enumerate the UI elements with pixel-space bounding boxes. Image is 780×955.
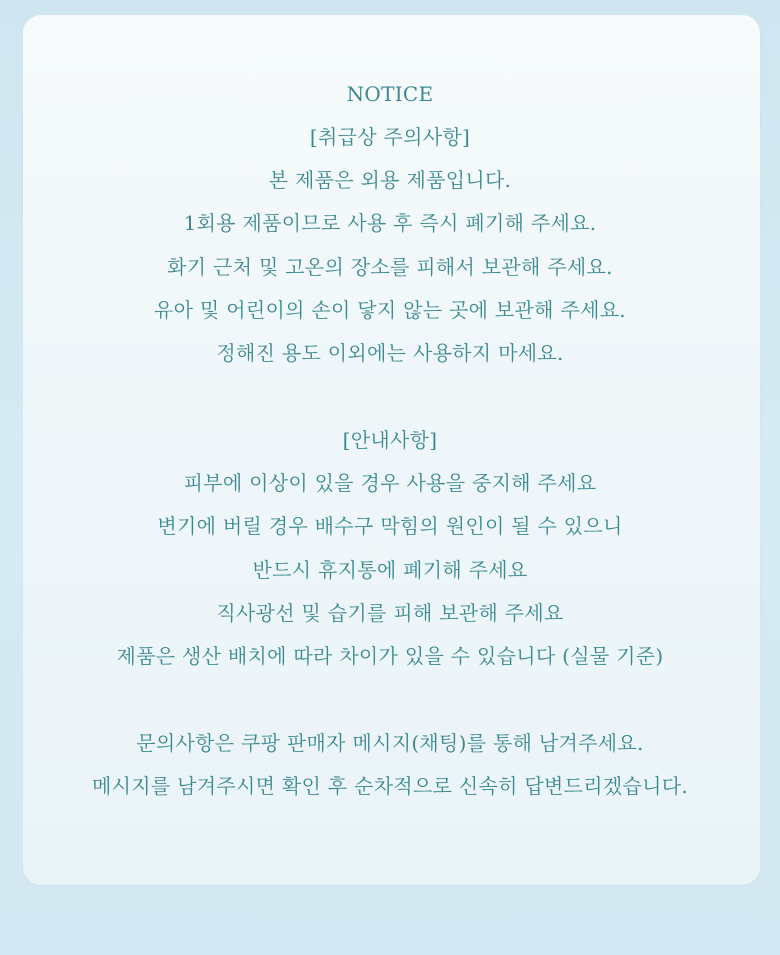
guide-header: [안내사항]	[342, 428, 438, 452]
handling-line: 정해진 용도 이외에는 사용하지 마세요.	[216, 341, 564, 365]
contact-line: 문의사항은 쿠팡 판매자 메시지(채팅)를 통해 남겨주세요.	[136, 731, 644, 755]
guide-line: 직사광선 및 습기를 피해 보관해 주세요	[216, 601, 564, 625]
handling-line: 본 제품은 외용 제품입니다.	[268, 168, 512, 192]
guide-line: 반드시 휴지통에 폐기해 주세요	[252, 558, 528, 582]
guide-line: 변기에 버릴 경우 배수구 막힘의 원인이 될 수 있으니	[157, 514, 623, 538]
notice-title: NOTICE	[346, 82, 434, 106]
guide-line: 제품은 생산 배치에 따라 차이가 있을 수 있습니다 (실물 기준)	[116, 644, 664, 668]
handling-line: 1회용 제품이므로 사용 후 즉시 폐기해 주세요.	[183, 211, 597, 235]
guide-line: 피부에 이상이 있을 경우 사용을 중지해 주세요	[183, 471, 597, 495]
handling-header: [취급상 주의사항]	[309, 125, 471, 149]
contact-line: 메시지를 남겨주시면 확인 후 순차적으로 신속히 답변드리겠습니다.	[92, 774, 688, 798]
handling-line: 유아 및 어린이의 손이 닿지 않는 곳에 보관해 주세요.	[154, 298, 626, 322]
handling-line: 화기 근처 및 고온의 장소를 피해서 보관해 주세요.	[167, 255, 613, 279]
